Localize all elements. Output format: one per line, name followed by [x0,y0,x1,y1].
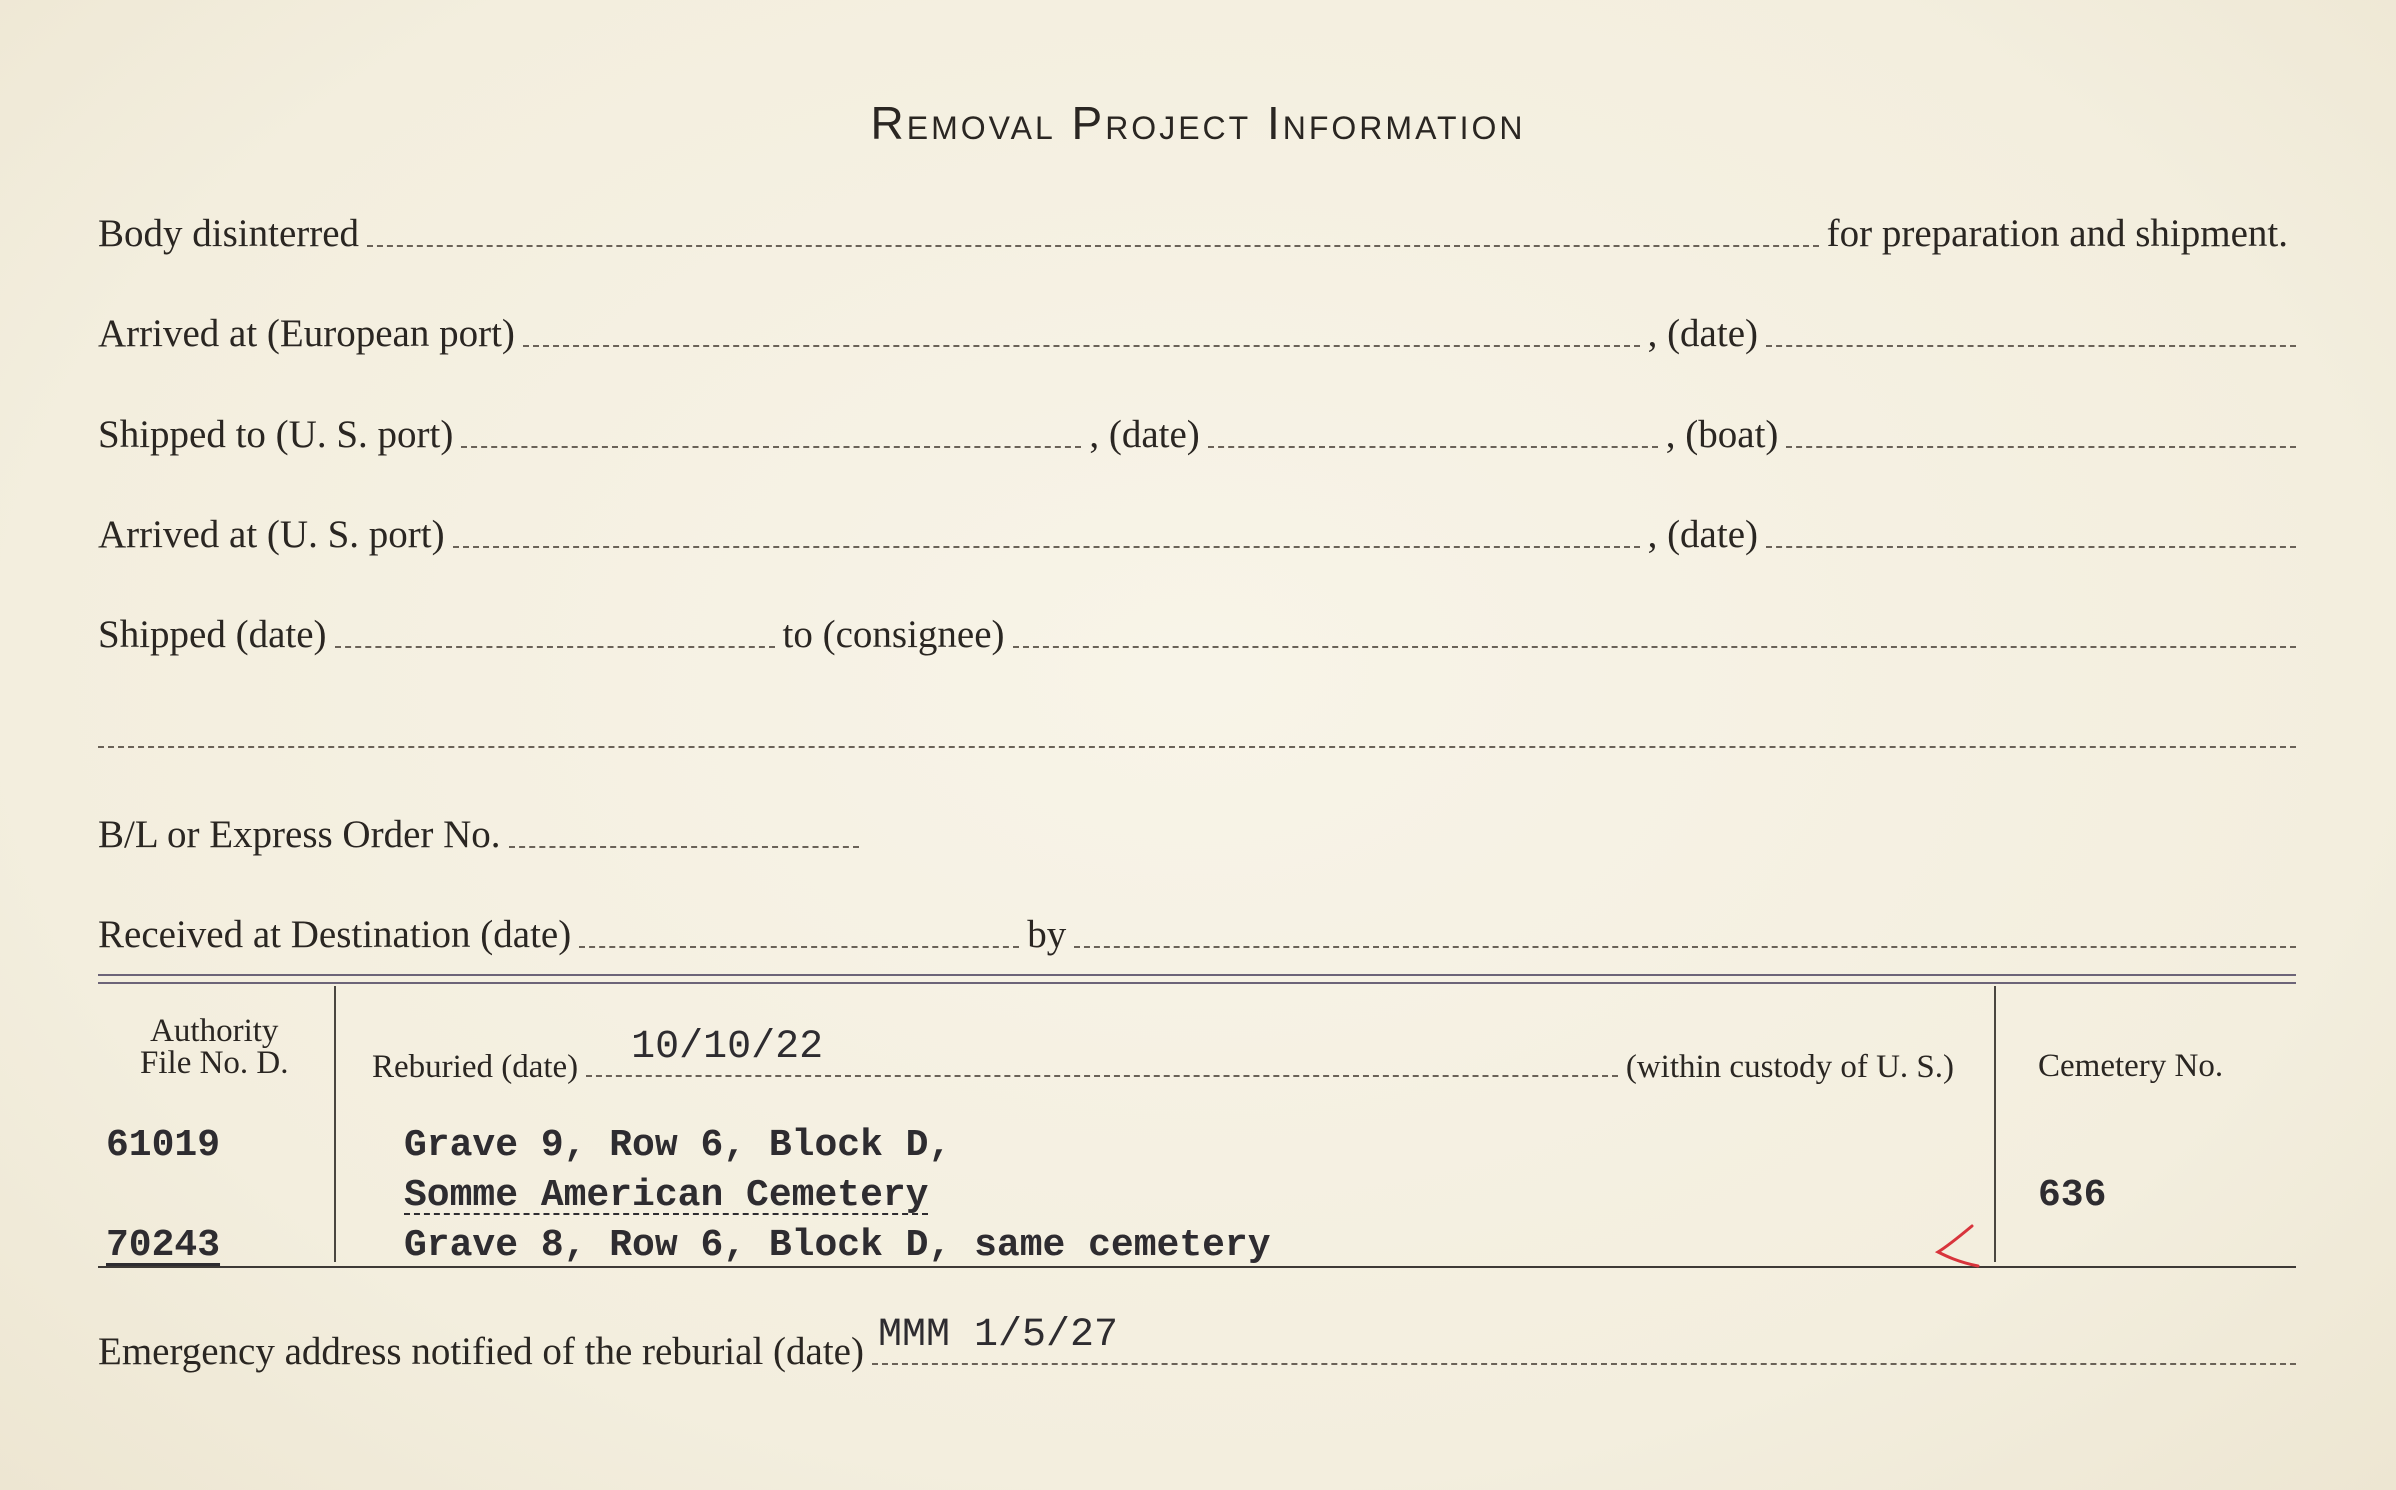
blank-emergency-date[interactable] [872,1313,2296,1365]
label-shipped-us: Shipped to (U. S. port) [98,413,454,456]
blank-european-port[interactable] [523,345,1640,347]
row-arrived-european [98,296,2296,356]
blank-received-date[interactable] [579,946,1019,948]
authority-header-line1: Authority [150,1013,279,1049]
row-received-destination [98,897,2296,957]
double-rule-bottom [98,982,2296,984]
label-date-3: , (date) [1647,513,1758,556]
label-date-2: , (date) [1089,413,1200,456]
row-reburied [372,1025,1962,1086]
row-shipped-us [98,397,2296,457]
label-arrived-us: Arrived at (U. S. port) [98,513,445,556]
blank-date-2[interactable] [1208,446,1658,448]
label-arrived-european: Arrived at (European port) [98,312,515,355]
cemetery-number: 636 [2038,1174,2107,1217]
blank-reburied-date[interactable] [586,1025,1618,1077]
blank-continuation[interactable] [98,746,2296,748]
label-reburied: Reburied (date) [372,1049,579,1085]
reburied-date-value: 10/10/22 [631,1025,824,1070]
label-bl-express: B/L or Express Order No. [98,813,501,856]
label-emergency: Emergency address notified of the reburial (date) [98,1330,864,1373]
blank-body-disinterred[interactable] [367,245,1819,247]
blank-date-3[interactable] [1766,546,2296,548]
label-by: by [1027,913,1067,956]
row-emergency [98,1314,2296,1374]
blank-consignee[interactable] [1013,646,2296,648]
table-divider-right [1994,986,1996,1262]
authority-header [140,1015,289,1079]
label-within-custody: (within custody of U. S.) [1625,1049,1954,1085]
label-body-disinterred: Body disinterred [98,212,360,255]
row-arrived-us [98,497,2296,557]
blank-date-1[interactable] [1766,345,2296,347]
emergency-date-value: MMM 1/5/27 [877,1313,1119,1358]
file-number-1: 61019 [106,1124,221,1167]
row-bl-express [98,797,2296,857]
label-for-preparation: for preparation and shipment. [1826,212,2288,255]
blank-received-by[interactable] [1074,946,2296,948]
grave-line-3: Grave 8, Row 6, Block D, same cemetery [404,1224,1271,1267]
double-rule-top [98,974,2296,976]
label-received-destination: Received at Destination (date) [98,913,572,956]
row-continuation [98,697,2296,757]
label-to-consignee: to (consignee) [782,613,1005,656]
blank-arrived-us[interactable] [453,546,1640,548]
label-date-1: , (date) [1647,312,1758,355]
blank-shipped-date[interactable] [335,646,775,648]
table-divider-left [334,986,336,1262]
label-boat: , (boat) [1665,413,1779,456]
card-title: Removal Project Information [870,97,1526,149]
blank-bl-express[interactable] [509,846,859,848]
label-shipped-date: Shipped (date) [98,613,327,656]
row-body-disinterred [98,196,2296,256]
red-check-mark-icon [1930,1222,1990,1270]
grave-line-2: Somme American Cemetery [404,1174,929,1217]
blank-boat[interactable] [1786,446,2296,448]
blank-us-port[interactable] [461,446,1081,448]
grave-line-1: Grave 9, Row 6, Block D, [404,1124,952,1167]
cemetery-header: Cemetery No. [2038,1048,2224,1084]
authority-header-line2: File No. D. [140,1045,289,1081]
row-shipped-consignee [98,597,2296,657]
file-number-2: 70243 [106,1224,221,1267]
